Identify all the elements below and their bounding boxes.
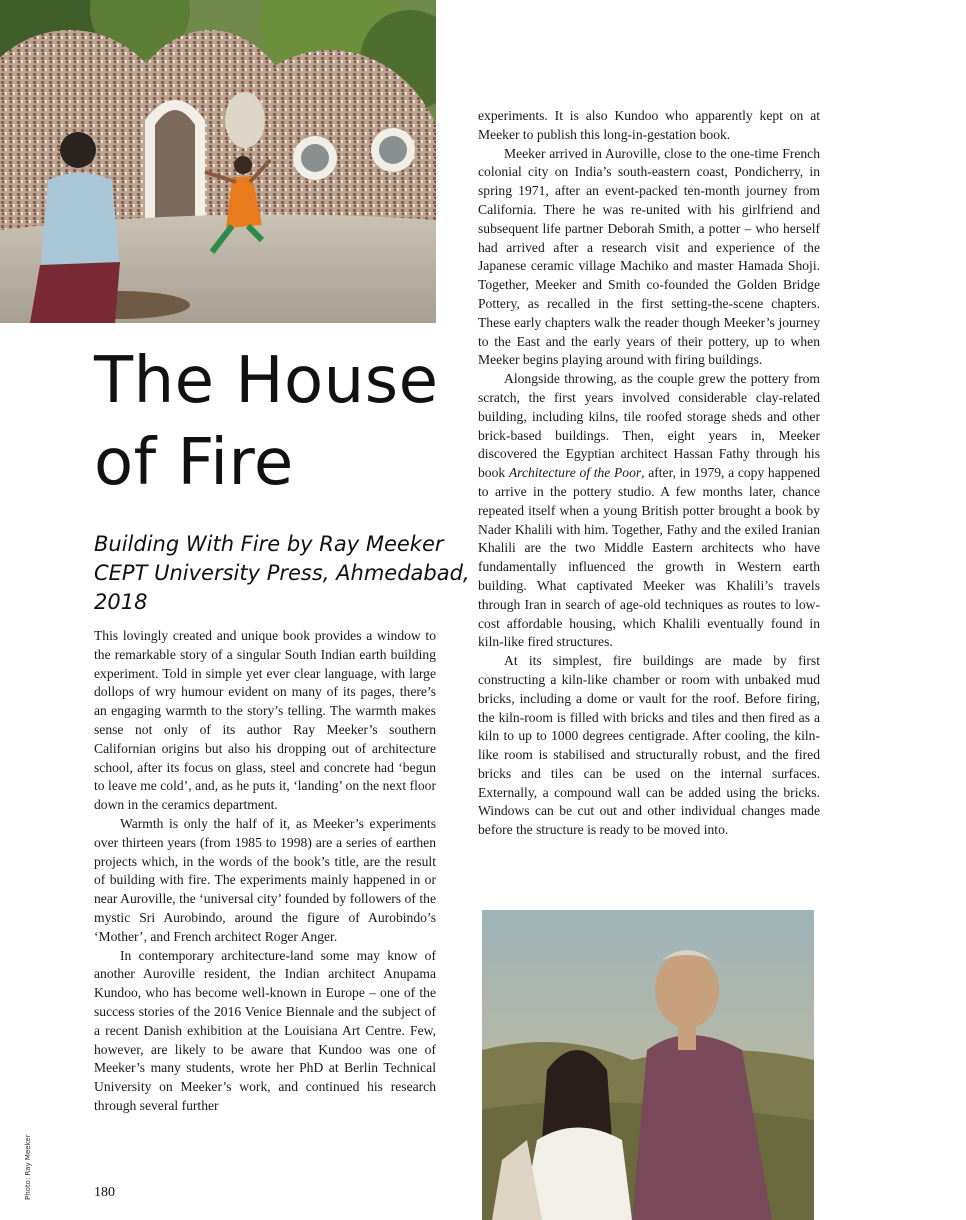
paragraph	[478, 370, 820, 652]
paragraph: experiments. It is also Kundoo who apparently kept on at Meeker to publish this long-in-gestation book.	[478, 108, 820, 142]
photo-credit: Photo: Ray Meeker	[24, 1134, 32, 1200]
paragraph: In contemporary architecture-land some may know of another Auroville resident, the Indian architect Anupama Kundoo, who has become well-known in Europe – one of the success stories of the 2016 Venice Biennale and the subject of a recent Danish exhibition at the Louisiana Art Centre. Few, however, are likely to be aware that Kundoo was one of Meeker’s many students, wrote her PhD at Berlin Technical University on Meeker’s work, and continued his research through several further	[94, 947, 436, 1113]
book-title: Architecture of the Poor	[508, 465, 642, 481]
left-text-column	[94, 627, 436, 1116]
book-citation	[94, 530, 470, 617]
paragraph: Meeker arrived in Auroville, close to the one-time French colonial city on India’s south-eastern coast, Pondicherry, in spring 1971, after an event-packed ten-month journey from California. There he was re-united with his girlfriend and subsequent life partner Deborah Smith, a potter – who herself had arrived after a research visit and experience of the Japanese ceramic village Machiko and master Hamada Shoji. Together, Meeker and Smith co-founded the Golden Bridge Pottery, as recalled in the first setting-the-scene chapters. These early chapters walk the reader though Meeker’s journey to the East and the early years of their pottery, up to when Meeker begins playing around with firing buildings.	[478, 145, 820, 368]
paragraph: Warmth is only the half of it, as Meeker’s experiments over thirteen years (from 1985 to 1998) are a series of earthen projects which, in the words of the book’s title, are the result of building with fire. The experiments mainly happened in or near Auroville, the ‘universal city’ founded by followers of the mystic Sri Aurobindo, around the figure of Aurobindo’s ‘Mother’, and French architect Roger Anger.	[94, 815, 436, 944]
right-text-column	[478, 107, 820, 840]
paragraph: At its simplest, fire buildings are made by first constructing a kiln-like chamber or room with unbaked mud bricks, including a dome or vault for the roof. Before firing, the kiln-room is filled with bricks and tiles and then fired as a kiln to up to 1000 degrees centigrade. After cooling, the kiln-like room is stabilised and structurally robust, and the fired bricks and tiles can be used on the internal surfaces. Externally, a compound wall can be added using the bricks. Windows can be cut out and other individual changes made before the structure is ready to be moved into.	[478, 653, 820, 838]
text-run: Alongside throwing, as the couple grew the pottery from scratch, the first years involved considerable clay-related building, including kilns, tile roofed storage sheds and other brick-based buildings. Then, eight years in, Meeker discovered the Egyptian architect Hassan Fathy through his book	[478, 371, 820, 481]
title-line-2: of Fire	[94, 426, 294, 500]
page-number: 180	[94, 1185, 115, 1200]
subtitle-line-1: Building With Fire by Ray Meeker	[94, 532, 444, 556]
portrait-photo	[482, 910, 814, 1220]
article-title	[94, 340, 454, 504]
subtitle-line-2: CEPT University Press, Ahmedabad,	[94, 561, 470, 585]
dome-houses-photo	[0, 0, 436, 323]
title-line-1: The House	[94, 344, 439, 418]
text-run: , after, in 1979, a copy happened to arrive in the pottery studio. A few months later, chance repeated itself when a young British potter brought a book by Nader Khalili with him. Together, Fathy and the exiled Iranian Khalili are the two Middle Eastern architects who have fundamentally influenced the growth in Western earth building. What captivated Meeker was Khalili’s travels through Iran in search of age-old techniques as routes to low-cost affordable housing, which Khalili eventually found in kiln-like fired structures.	[478, 465, 820, 650]
subtitle-line-3: 2018	[94, 590, 148, 614]
paragraph: This lovingly created and unique book provides a window to the remarkable story of a singular South Indian earth building experiment. Told in simple yet ever clear language, with large dollops of wry humour evident on many of its pages, there’s an engaging warmth to the story’s telling. The warmth makes sense not only of its author Ray Meeker’s southern Californian origins but also his dropping out of architecture school, after its focus on glass, steel and concrete had ‘begun to leave me cold’, and, as he puts it, ‘landing’ on the next floor down in the ceramics department.	[94, 628, 436, 813]
